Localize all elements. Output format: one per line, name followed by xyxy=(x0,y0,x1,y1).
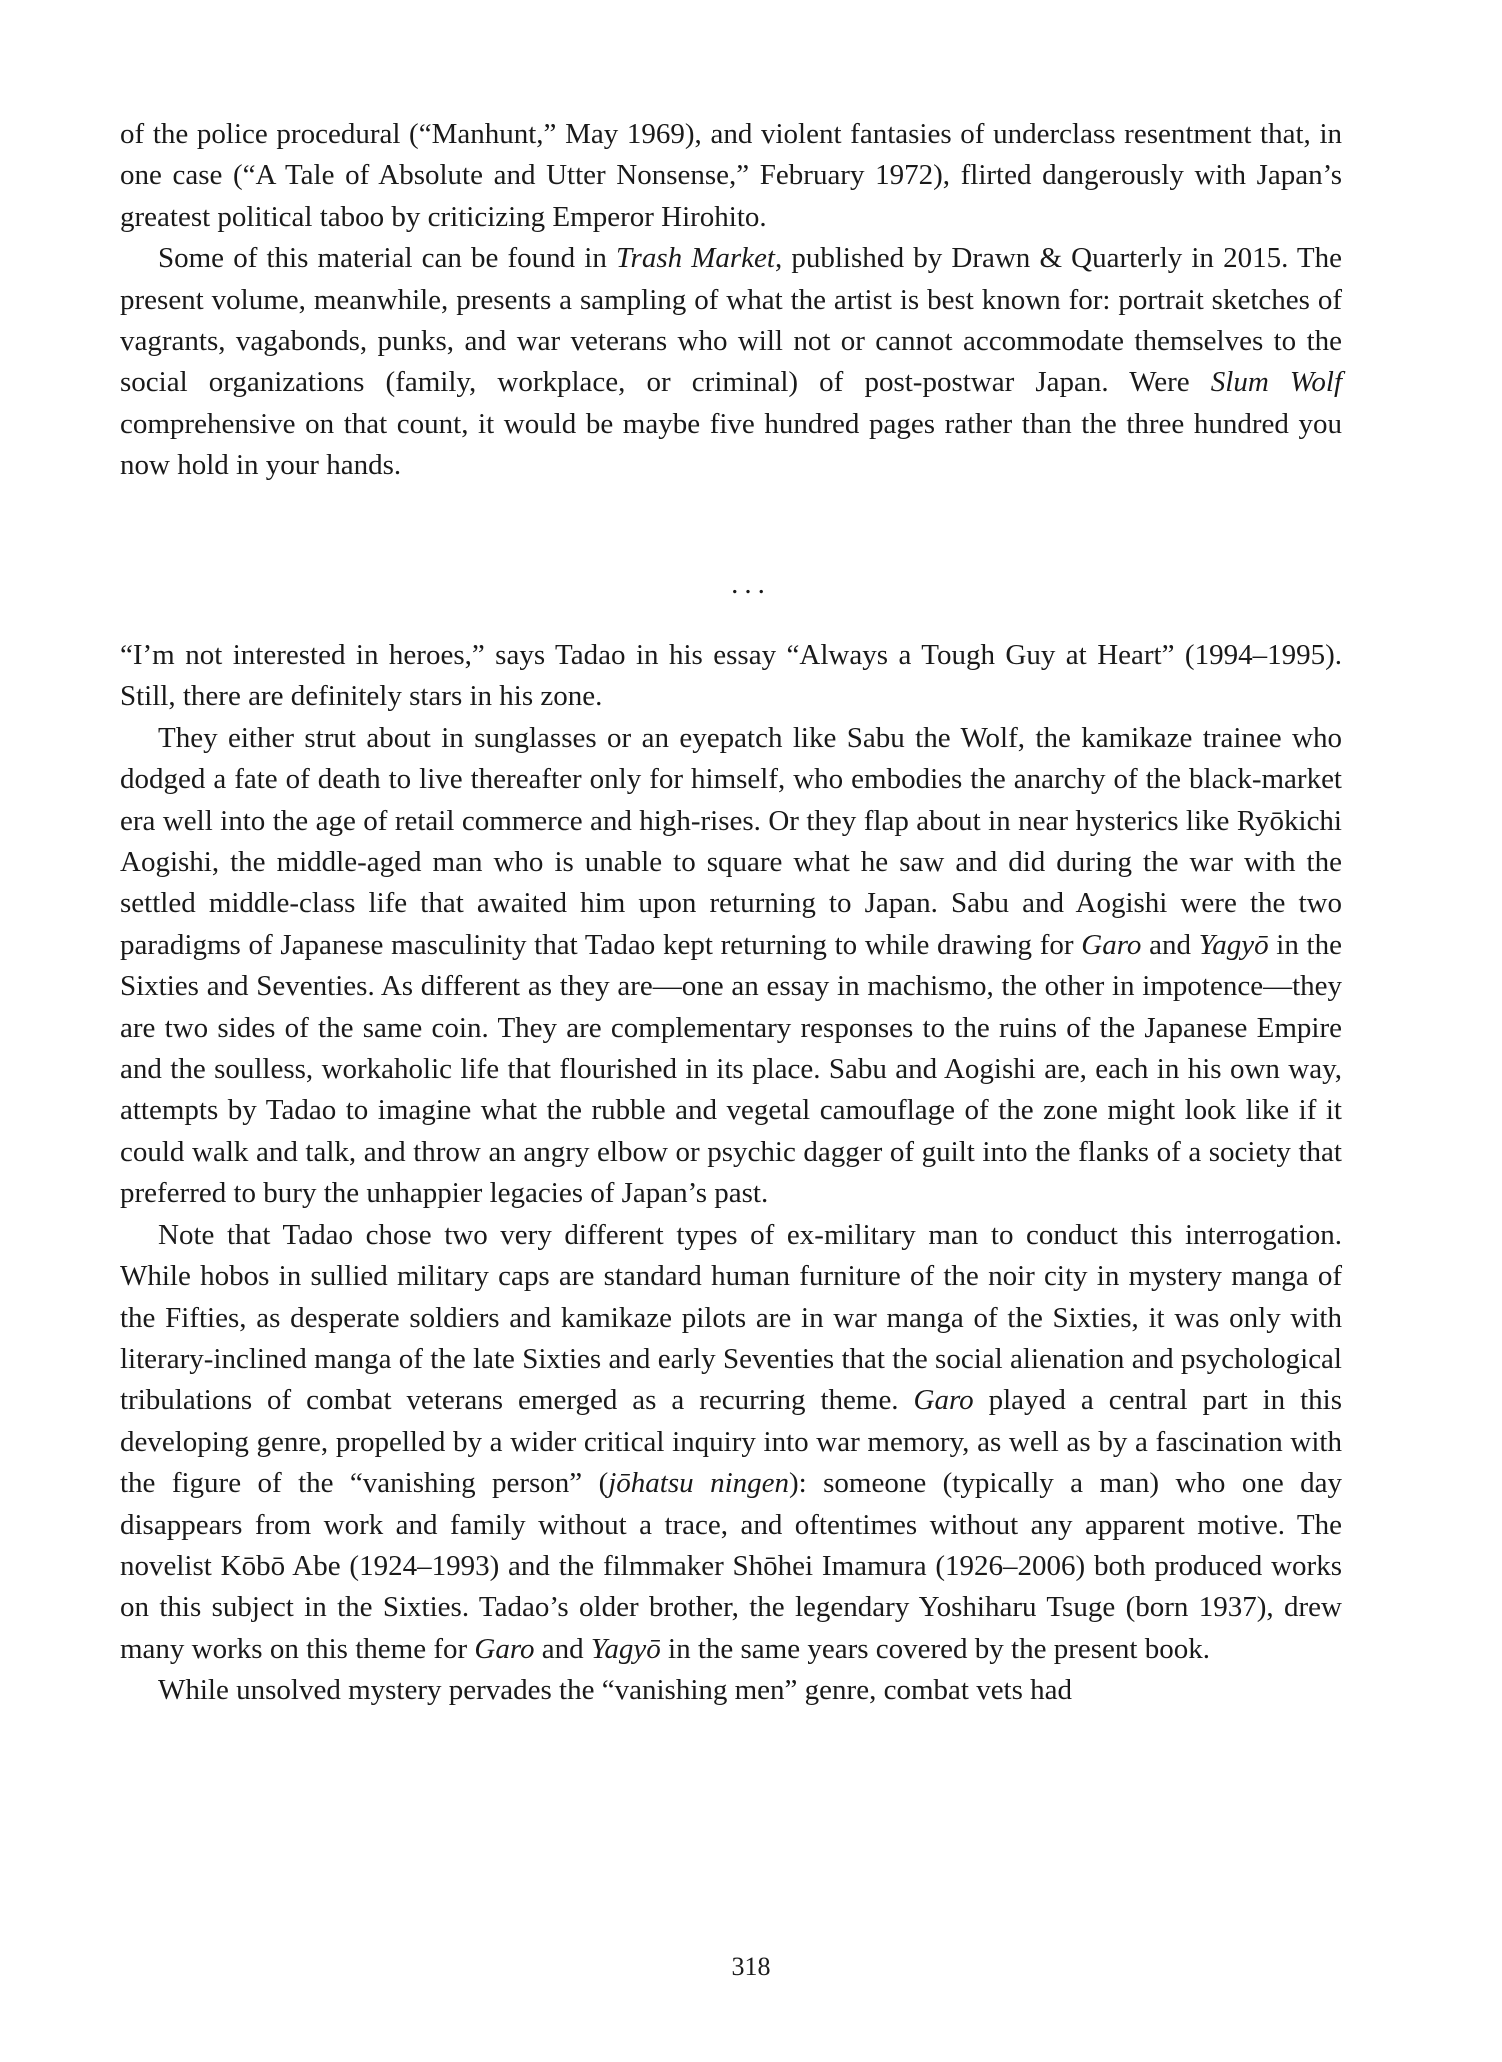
text-run: comprehensive on that count, it would be maybe five hundred pages rather than the three hundred you now hold in your hands. xyxy=(120,407,1342,482)
paragraph-continued: of the police procedural (“Manhunt,” May 1969), and violent fantasies of underclass resentment that, in one case (“A Tale of Absolute and Utter Nonsense,” February 1972), flirted dangerously with Japan’s greatest political taboo by criticizing Emperor Hirohito. xyxy=(120,118,1342,233)
text-run: in the Sixties and Seventies. As different as they are—one an essay in machismo, the other in impotence—they are two sides of the same coin. They are complementary responses to the ruins of the Japanese Empire and the soulless, workaholic life that flourished in its place. Sabu and Aogishi are, each in his own way, attempts by Tadao to imagine what the rubble and vegetal camouflage of the zone might look like if it could walk and talk, and throw an angry elbow or psychic dagger of guilt into the flanks of a society that preferred to bury the unhappier legacies of Japan’s past. xyxy=(120,928,1342,1210)
section-break: ... xyxy=(731,568,771,600)
magazine-title-garo: Garo xyxy=(913,1384,974,1417)
book-title-slum-wolf: Slum Wolf xyxy=(1210,366,1342,399)
paragraph-sabu-aogishi xyxy=(120,718,1342,1215)
text-run: Note that Tadao chose two very different types of ex-military man to conduct this interrogation. While hobos in sullied military caps are standard human furniture of the noir city in mystery manga of the Fifties, as desperate soldiers and kamikaze pilots are in war manga of the Sixties, it was only with literary-inclined manga of the late Sixties and early Seventies that the social alienation and psychological tribulations of combat veterans emerged as a recurring theme. xyxy=(120,1218,1342,1417)
text-run: , published by Drawn & Quarterly in 2015. The present volume, meanwhile, presents a sampling of what the artist is best known for: portrait sketches of vagrants, vagabonds, punks, and war veterans who will not or cannot accommodate themselves to the social organizations (family, workplace, or criminal) of post-postwar Japan. Were xyxy=(120,242,1343,399)
text-run: ): someone (typically a man) who one day disappears from work and family without a trace, and oftentimes without any apparent motive. The novelist Kōbō Abe (1924–1993) and the filmmaker Shōhei Imamura (1926–2006) both produced works on this subject in the Sixties. Tadao’s older brother, the legendary Yoshiharu Tsuge (born 1937), drew many works on this theme for xyxy=(120,1467,1342,1665)
text-run: and xyxy=(534,1632,591,1665)
text-run: They either strut about in sunglasses or an eyepatch like Sabu the Wolf, the kamikaze trainee who dodged a fate of death to live thereafter only for himself, who embodies the anarchy of the black-market era well into the age of retail commerce and high-rises. Or they flap about in near hysterics like Ryōkichi Aogishi, the middle-aged man who is unable to square what he saw and did during the war with the settled middle-class life that awaited him upon returning to Japan. Sabu and Aogishi were the two paradigms of Japanese masculinity that Tadao kept returning to while drawing for xyxy=(120,721,1342,961)
term-johatsu-ningen: jōhatsu ningen xyxy=(608,1467,789,1500)
book-title-trash-market: Trash Market xyxy=(616,242,775,275)
text-run: played a central part in this developing genre, propelled by a wider critical inquiry into war memory, as well as by a fascination with the figure of the “vanishing person” ( xyxy=(120,1384,1342,1500)
text-block-top xyxy=(120,114,1342,487)
paragraph-ex-military xyxy=(120,1215,1342,1670)
magazine-title-yagyo: Yagyō xyxy=(1198,928,1269,961)
paragraph-unsolved-mystery: While unsolved mystery pervades the “vanishing men” genre, combat vets had xyxy=(158,1674,1073,1707)
text-run: and xyxy=(1141,928,1199,961)
text-block-main xyxy=(120,635,1342,1712)
magazine-title-garo: Garo xyxy=(1081,928,1142,961)
magazine-title-yagyo: Yagyō xyxy=(590,1632,661,1665)
paragraph-heroes: “I’m not interested in heroes,” says Tadao in his essay “Always a Tough Guy at Heart” (1994–1995). Still, there are definitely stars in his zone. xyxy=(120,639,1342,713)
page-number: 318 xyxy=(731,1952,771,1981)
magazine-title-garo: Garo xyxy=(474,1632,535,1665)
text-run: in the same years covered by the present book. xyxy=(660,1632,1210,1665)
paragraph-trash-market xyxy=(120,238,1342,486)
text-run: Some of this material can be found in xyxy=(158,242,616,275)
